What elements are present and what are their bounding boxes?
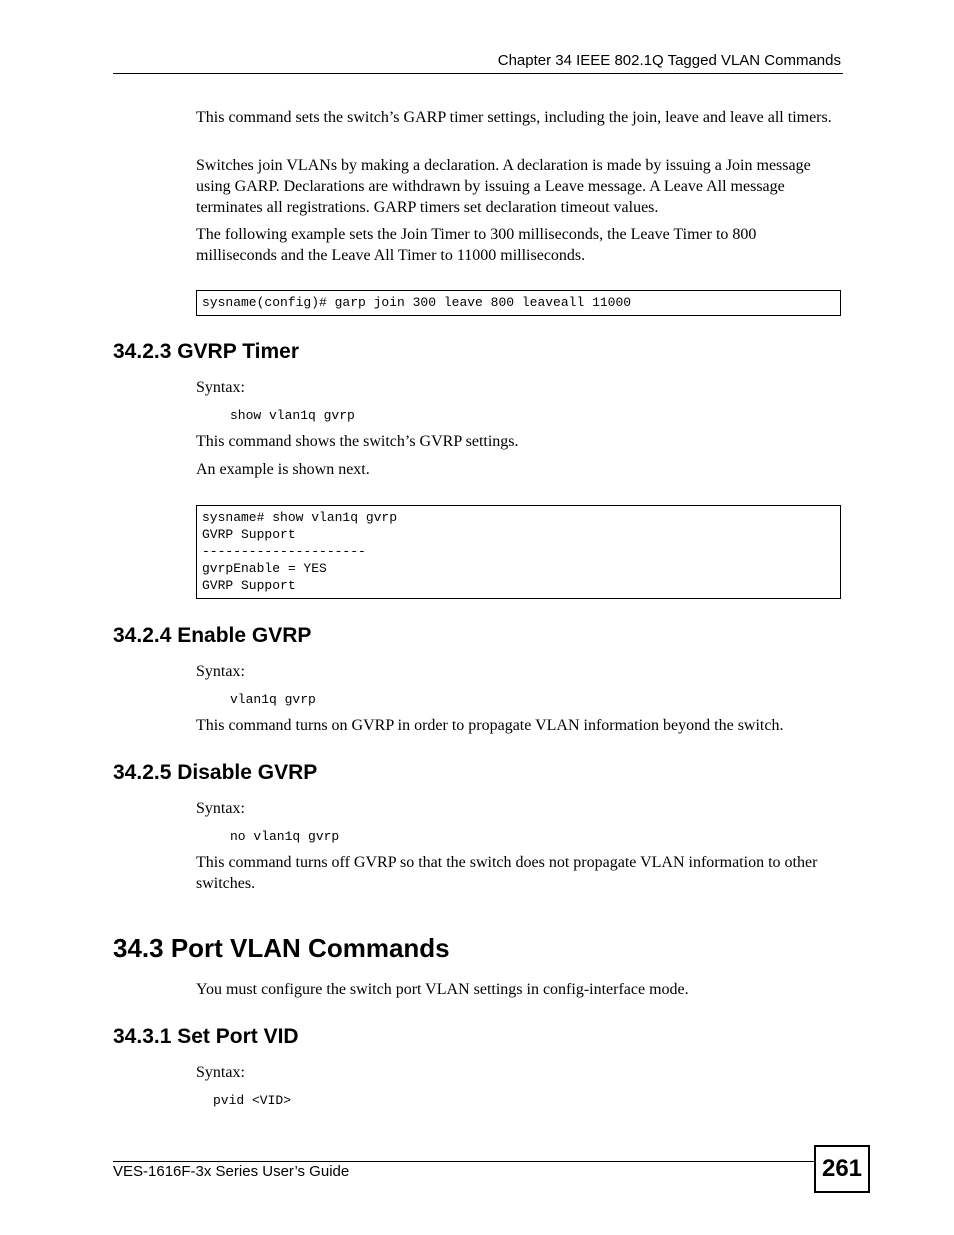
intro-paragraph-2: Switches join VLANs by making a declaration. A declaration is made by issuing a Join message using GARP. Declarations are withdrawn by issuing a Leave message. A Leave All message terminates all registrations. GARP timers set declaration timeout values. (196, 157, 811, 216)
code-line: GVRP Support (202, 578, 296, 593)
running-header: Chapter 34 IEEE 802.1Q Tagged VLAN Commands (497, 52, 841, 69)
footer-guide-title: VES-1616F-3x Series User’s Guide (113, 1163, 350, 1180)
enable-gvrp-paragraph: This command turns on GVRP in order to propagate VLAN information beyond the switch. (196, 717, 784, 734)
syntax-label: Syntax: (196, 663, 245, 680)
intro-paragraph-3: The following example sets the Join Timer to 300 milliseconds, the Leave Timer to 800 milliseconds and the Leave All Timer to 11000 milliseconds. (196, 226, 757, 264)
section-heading-set-port-vid: 34.3.1 Set Port VID (113, 1025, 299, 1048)
header-rule (113, 73, 843, 74)
syntax-label: Syntax: (196, 1064, 245, 1081)
code-line: sysname# show vlan1q gvrp (202, 510, 398, 525)
syntax-label: Syntax: (196, 800, 245, 817)
section-heading-gvrp-timer: 34.2.3 GVRP Timer (113, 340, 299, 363)
section-heading-enable-gvrp: 34.2.4 Enable GVRP (113, 624, 312, 647)
syntax-code: show vlan1q gvrp (230, 408, 355, 423)
page-number: 261 (814, 1145, 870, 1193)
syntax-label: Syntax: (196, 379, 245, 396)
syntax-code: no vlan1q gvrp (230, 829, 340, 844)
intro-paragraph-1: This command sets the switch’s GARP timer settings, including the join, leave and leave all timers. (196, 109, 832, 126)
code-line: GVRP Support (202, 527, 296, 542)
syntax-code: pvid <VID> (213, 1093, 292, 1108)
footer-rule (113, 1161, 814, 1162)
gvrp-timer-paragraph-2: An example is shown next. (196, 461, 370, 478)
section-heading-disable-gvrp: 34.2.5 Disable GVRP (113, 761, 318, 784)
code-line: --------------------- (202, 544, 366, 559)
port-vlan-paragraph: You must configure the switch port VLAN settings in config-interface mode. (196, 981, 689, 998)
gvrp-example-box (196, 505, 841, 599)
disable-gvrp-paragraph: This command turns off GVRP so that the switch does not propagate VLAN information to other switches. (196, 854, 818, 892)
syntax-code: vlan1q gvrp (230, 692, 316, 707)
garp-example-box (196, 290, 841, 316)
code-line: sysname(config)# garp join 300 leave 800 leaveall 11000 (202, 295, 632, 310)
code-line: gvrpEnable = YES (202, 561, 327, 576)
gvrp-timer-paragraph-1: This command shows the switch’s GVRP settings. (196, 433, 519, 450)
section-heading-port-vlan: 34.3 Port VLAN Commands (113, 933, 450, 963)
